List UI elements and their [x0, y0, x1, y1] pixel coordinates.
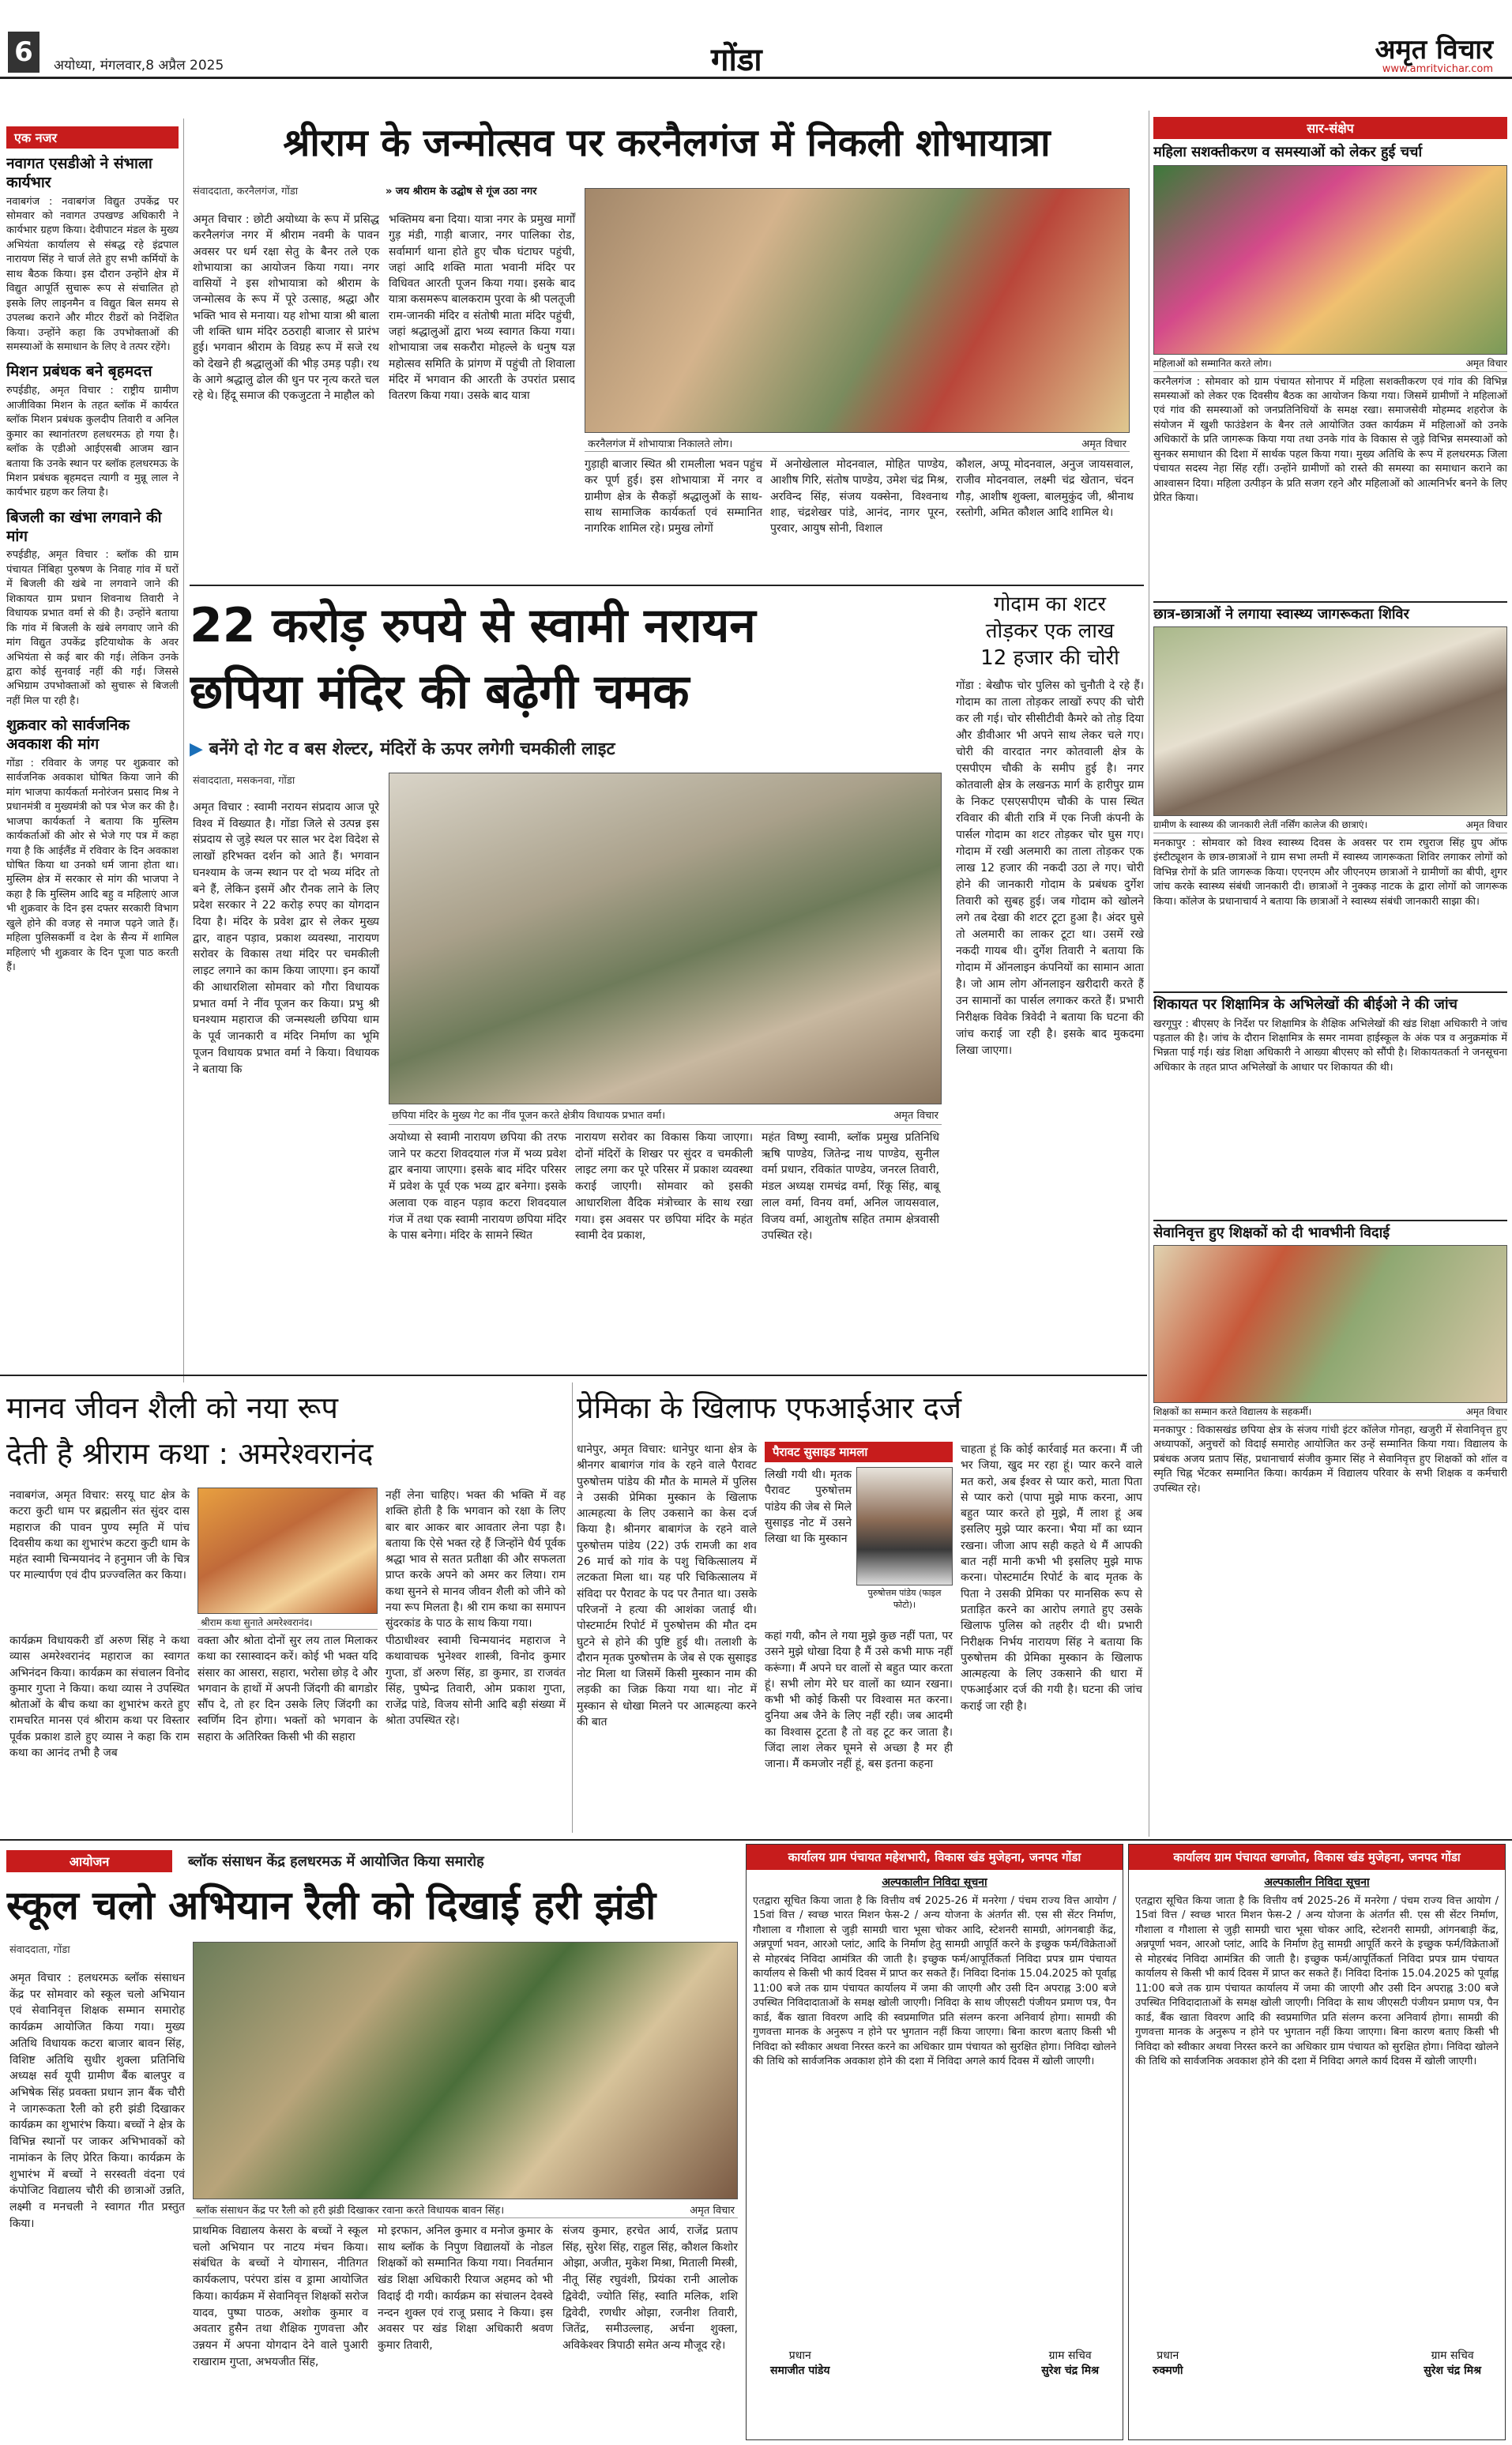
- story4-body-col1: नवाबगंज, अमृत विचार: सरयू घाट क्षेत्र के कटरा कुटी धाम पर ब्रह्मलीन संत सुंदर दास महाराज की पावन पुण्य स्मृति में पांच दिवसीय कथा का शुभारंभ कटरा कुटी धाम के महंत स्वामी चिन्मयानंद ने हनुमान जी के चित्र पर माल्यार्पण एवं दीप प्रज्ज्वलित कर किया।: [9, 1489, 190, 1582]
- brief-body-2: रुपईडीह, अमृत विचार : राष्ट्रीय ग्रामीण आजीविका मिशन के तहत ब्लॉक में कार्यरत ब्लॉक मिशन प्रबंधक कुलदीप तिवारी व अनिल कुमार का स्थानांतरण हलधरमऊ हो गया है। ब्लॉक के एडीओ आईएसबी आजम खान बताया कि उनके स्थान पर ब्लॉक हलधरमऊ के मिशन प्रबंधक बृहमदत्त त्यागी व मुन्नू लाल ने कार्यभार ग्रहण कर लिया है।: [6, 385, 179, 499]
- story2-subhead: ▶ बनेंगे दो गेट व बस शेल्टर, मंदिरों के ऊपर लगेगी चमकीली लाइट: [190, 739, 615, 759]
- story1-pullquote: » जय श्रीराम के उद्घोष से गूंज उठा नगर: [386, 186, 537, 197]
- tender1-sub: अल्पकालीन निविदा सूचना: [882, 1876, 987, 1889]
- story6-body-col2: प्राथमिक विद्यालय केसरा के बच्चों ने स्कूल चलो अभियान पर नाटय मंचन किया। संबंधित के बच्चों ने योगासन, नीतिगत कार्यकलाप, परंपरा डांस व ड्रामा आयोजित किया। कार्यक्रम में सेवानिवृत्त शिक्षकों सरोज यादव, पुष्पा पाठक, अशोक कुमार व अवतार हुसैन तथा शैक्षिक गुणवत्ता और उन्नयन में अपना योगदान देने वाले पुआरी राखाराम गुप्ता, अभयजीत सिंह,: [193, 2225, 368, 2368]
- section-name: गोंडा: [711, 42, 762, 78]
- story5-photo: [856, 1467, 953, 1585]
- right-brief-body-3: खरगूपुर : बीएसए के निर्देश पर शिक्षामित्र के शैक्षिक अभिलेखों की खंड शिक्षा अधिकारी ने जांच पड़ताल की है। जांच के दौरान शिक्षामित्र के समर नामवा हाईस्कूल के अंक पत्र व अनुक्रमांक में भिन्नता पाई गई। खंड शिक्षा अधिकारी ने आख्या बीएसए को सौंपी है। शिकायतकर्ता ने जनसूचना अधिकार के तहत प्राप्त अभिलेखों के आधार पर शिकायत की थी।: [1153, 1017, 1507, 1074]
- brief-body-4: गोंडा : रविवार के जगह पर शुक्रवार को सार्वजनिक अवकाश घोषित किया जाने की मांग भाजपा कार्यकर्ता मनोरंजन प्रसाद मिश्र ने प्रधानमंत्री व मुख्यमंत्री को पत्र भेज कर की है। भाजपा कार्यकर्ता ने बताया कि मुस्लिम कार्यकर्ताओं की ओर से भेजे गए पत्र में कहा गया है कि आईलैंड में रविवार के दिन अवकाश घोषित किया था उनको धर्म जाना होता था। मुस्लिम क्षेत्र में सरकार से मांग की भाजपा ने कहा है कि मुस्लिम आदि बहु व महिलाएं आज भी शुक्रवार के दिन इस दफ्तर सरकारी विभाग खुले होने की वजह से नमाज पढ़ने जाते हैं। महिला पुलिसकर्मी व देश के सैन्य में शामिल महिलाएं भी शुक्रवार के दिन पूजा पाठ करती हैं।: [6, 757, 179, 974]
- story5-body-col1: धानेपुर, अमृत विचार: धानेपुर थाना क्षेत्र के श्रीनगर बाबागंज गांव के रहने वाले पैरावट पुरुषोत्तम पांडेय की मौत के मामले में पुलिस ने उसकी प्रेमिका मुस्कान के खिलाफ आत्महत्या के लिए उकसाने का केस दर्ज किया है। श्रीनगर बाबागंज के रहने वाले पुरुषोत्तम पांडेय (22) उर्फ रामजी का शव 26 मार्च को गांव के पशु चिकित्सालय में लटकता मिला था। यह परि चिकित्सालय में संविदा पर पैरावट के पद पर तैनात था। उसके परिजनों ने हत्या की आशंका जताई थी। पोस्टमार्टम रिपोर्ट में पुरुषोत्तम की मौत दम घुटने से होने की पुष्टि हुई थी। तलाशी के दौरान मृतक पुरुषोत्तम के जेब से एक सुसाइड नोट मिला था जिसमें किसी मुस्कान नाम की लड़की का जिक्र किया गया था। नोट में मुस्कान से धोखा मिलने पर आत्महत्या करने की बात: [577, 1443, 757, 1729]
- story5-tag: पैरावट सुसाइड मामला: [765, 1442, 953, 1462]
- right-brief-body-2: मनकापुर : सोमवार को विश्व स्वास्थ्य दिवस के अवसर पर राम रघुराज सिंह ग्रुप ऑफ इंस्टीट्यूशन के छात्र-छात्राओं ने ग्राम सभा लम्ती में स्वास्थ्य जागरूकता शिविर लगाकर लोगों को विभिन्न रोगों के प्रति जागरूक किया। एएनएम और जीएनएम छात्राओं ने ग्रामीणों का बीपी, शुगर जांच करके स्वास्थ्य संबंधी जानकारी दी। छात्राओं ने नुक्कड़ नाटक के द्वारा लोगों को जागरूक किया। कॉलेज के प्रधानाचार्य ने बताया कि छात्राओं ने स्वास्थ्य संबंधी जानकारी साझा की।: [1153, 837, 1507, 908]
- tender-notice-2: [1128, 1844, 1506, 2440]
- story5-headline: प्रेमिका के खिलाफ एफआईआर दर्ज: [577, 1390, 962, 1425]
- briefs-tag: एक नजर: [6, 126, 179, 149]
- story2-body-col4: महंत विष्णु स्वामी, ब्लॉक प्रमुख प्रतिनिधि ऋषि पाण्डेय, जितेन्द्र नाथ पाण्डेय, सुनील वर्मा प्रधान, रविकांत पाण्डेय, जनरल तिवारी, मंडल अध्यक्ष रामचंद्र वर्मा, रिंकू सिंह, बाबू लाल वर्मा, विनय वर्मा, अनिल जायसवाल, विजय वर्मा, आशुतोष सहित तमाम क्षेत्रवासी उपस्थित रहे।: [762, 1131, 939, 1243]
- right-brief-photo-1: [1153, 165, 1507, 355]
- right-brief-title-4: सेवानिवृत्त हुए शिक्षकों को दी भावभीनी विदाई: [1153, 1220, 1507, 1243]
- story2-body-col1: अमृत विचार : स्वामी नरायन संप्रदाय आज पूरे विश्व में विख्यात है। गोंडा जिले से उत्पन्न इस संप्रदाय से जुड़े स्थल पर साल भर देश विदेश से लाखों हरिभक्त दर्शन को आते हैं। भगवान घनश्याम के जन्म स्थान पर दो भव्य मंदिर तो बने हैं, लेकिन इसमें और रौनक लाने के लिए प्रदेश सरकार ने 22 करोड़ रुपए का योगदान दिया है। मंदिर के प्रवेश द्वार से लेकर मुख्य द्वार, वाहन पड़ाव, प्रकाश व्यवस्था, नारायण सरोवर के विकास तथा मंदिर पर चमकीली लाइट लगाने का काम किया जाएगा। इन कार्यों की आधारशिला सोमवार को गौरा विधायक प्रभात वर्मा ने नींव पूजन कर किया। प्रभु श्री घनश्याम महाराज की जन्मस्थली छपिया धाम के पूर्व जानकारी व मंदिर निर्माण का भूमि पूजन विधायक प्रभात वर्मा ने किया। विधायक ने बताया कि: [193, 801, 379, 1076]
- story6-kicker: ब्लॉक संसाधन केंद्र हलधरमऊ में आयोजित किया समारोह: [188, 1853, 484, 1870]
- story1-caption-credit: अमृत विचार: [1081, 438, 1126, 450]
- story4-body-col1b: कार्यक्रम विधायकरी डॉ अरुण सिंह ने कथा व्यास अमरेश्वरानंद महाराज का स्वागत अभिनंदन किया। कार्यक्रम का संचालन विनोद कुमार गुप्ता ने किया। कथा व्यास ने उपस्थित श्रोताओं के बीच कथा का शुभारंभ करते हुए रामचरित मानस एवं श्रीराम कथा पर विस्तार पूर्वक प्रकाश डाले हुए व्यास ने कहा कि राम कथा का आनंद तभी है जब: [9, 1634, 190, 1760]
- right-brief-caption-4: शिक्षकों का सम्मान करते विद्यालय के सहकर्मी। अमृत विचार: [1153, 1403, 1507, 1420]
- story-swaminarayan: [190, 592, 948, 1351]
- tender2-signatures: प्रधान रुक्मणी ग्राम सचिव सुरेश चंद्र मिश्र: [1153, 2349, 1481, 2377]
- story6-body-col4: संजय कुमार, हरचेत आर्य, राजेंद्र प्रताप सिंह, सुरेश सिंह, राहुल सिंह, कौशल किशोर ओझा, अजीत, मुकेश मिश्रा, मिताली मिस्त्री, नीतू सिंह रघुवंशी, प्रियंका रानी आलोक द्विवेदी, ज्योति सिंह, स्वाति मलिक, शशि द्विवेदी, रणधीर ओझा, रजनीश तिवारी, जितेंद्र, समीउल्लाह, अर्चना शुक्ला, अविकेश्वर त्रिपाठी समेत अन्य मौजूद रहे।: [562, 2225, 738, 2353]
- tender2-sub: अल्पकालीन निविदा सूचना: [1264, 1876, 1370, 1889]
- right-brief-caption-2: ग्रामीण के स्वास्थ्य की जानकारी लेतीं नर्सिंग कालेज की छात्राएं। अमृत विचार: [1153, 816, 1507, 833]
- story6-photo: [193, 1942, 738, 2199]
- story2-body-col3: नारायण सरोवर का विकास किया जाएगा। दोनों मंदिरों के शिखर पर सुंदर व चमकीली लाइट लगा कर पूरे परिसर में प्रकाश व्यवस्था कराई जाएगी। सोमवार को इसकी आधारशिला वैदिक मंत्रोच्चार के साथ रखा गया। इस अवसर पर छपिया मंदिर के महंत स्वामी देव प्रकाश,: [575, 1131, 753, 1243]
- brief-body-1: नवाबगंज : नवाबगंज विद्युत उपकेंद्र पर सोमवार को नवागत उपखण्ड अधिकारी ने कार्यभार ग्रहण किया। देवीपाटन मंडल के मुख्य अभियंता कार्यालय से संबद्ध रहे इंद्रपाल नारायण सिंह ने चार्ज लेते हुए सभी कर्मियों के साथ बैठक किया। इस दौरान उन्होंने क्षेत्र में विद्युत आपूर्ति सुचारू रूप से संचालित हो इसके लिए लाइनमैन व विद्युत बिल समय से उपलब्ध कराने और मीटर रीडरों को निर्देशित किया। उन्होंने कहा कि उपभोक्ताओं की समस्याओं के समाधान के लिए वे तत्पर रहेंगे।: [6, 195, 179, 354]
- story1-photo: [585, 188, 1130, 433]
- page-number: 6: [8, 32, 39, 73]
- story1-body-col4: में अनोखेलाल मोदनवाल, मोहित पाण्डेय, आशीष गिरि, संतोष पाण्डेय, उमेश चंद्र मिश्र, अरविन्द सिंह, संजय यक्सेना, विश्वनाथ शाह, चंद्रशेखर पांडे, आनंद, नागर पूरन, पुरवार, आयुष सोनी, विशाल: [770, 458, 948, 536]
- right-brief-caption-1: महिलाओं को सम्मानित करते लोग। अमृत विचार: [1153, 355, 1507, 372]
- story3-headline-1: गोदाम का शटर: [993, 592, 1107, 616]
- story1-headline: श्रीराम के जन्मोत्सव पर करनैलगंज में निकली शोभायात्रा: [283, 121, 1051, 165]
- story4-headline-1: मानव जीवन शैली को नया रूप: [6, 1390, 338, 1425]
- story4-headline-2: देती है श्रीराम कथा : अमरेश्वरानंद: [6, 1436, 374, 1471]
- right-brief-photo-2: [1153, 626, 1507, 816]
- story-ram-katha: [6, 1379, 569, 1837]
- chevron-right-icon: ▶: [190, 739, 209, 759]
- right-brief-body-1: करनैलगंज : सोमवार को ग्राम पंचायत सोनापर में महिला सशक्तीकरण एवं गांव की विभिन्न समस्याओं को लेकर एक दिवसीय बैठक का आयोजन किया गया। जिसमें ग्रामीणों ने महिलाओं एवं गांव की समस्याओं को जनप्रतिनिधियों के समक्ष रखा। समाजसेवी मोहम्मद शहरोज के संयोजन में खुशी फाउंडेशन के बैनर तले आयोजित उक्त कार्यक्रम में महिलाओं को उनके अधिकारों के प्रति जागरूक किया गया तथा उनके गांव के विकास से जुड़े विभिन्न समस्याओं को सुनकर समाधान की दिशा में सार्थक पहल किया गया। मुख्य अतिथि के रूप में हलधरमऊ जिला पंचायत सदस्य नेहा सिंह रहीं। उन्होंने ग्रामीणों को रास्ते की समस्या का समाधान कराने का आश्वासन दिया। महिला उत्पीड़न के प्रति सजग रहने और महिलाओं को आत्मनिर्भर बनने के लिए प्रेरित किया।: [1153, 375, 1507, 505]
- story5-body-col3: चाहता हूं कि कोई कार्रवाई मत करना। मैं जी भर जिया, खुद मर रहा हूं। प्यार करने वाले मत करो, अब ईश्वर से प्यार करो, माता पिता से प्यार करो (पापा मुझे माफ करना, आप बहुत प्यार करते हो मुझे, मैं लाश हूं अब इसलिए मुझे प्यार करना। भैया माँ का ध्यान रखना। जीजा आप सही कहते थे मैं आपकी बात नहीं मानी कभी भी इसलिए मुझे माफ करना। पोस्टमार्टम रिपोर्ट के बाद मृतक के पिता ने उसकी प्रेमिका पर मानसिक रूप से प्रताड़ित करने का आरोप लगाते हुए उसके खिलाफ पुलिस को तहरीर दी थी। प्रभारी निरीक्षक निर्भय नारायण सिंह ने बताया कि पुरुषोत्तम की प्रेमिका मुस्कान के खिलाफ आत्महत्या के लिए उकसाने की धारा में एफआईआर दर्ज की गयी है। घटना की जांच कराई जा रही है।: [961, 1443, 1142, 1713]
- story6-headline: स्कूल चलो अभियान रैली को दिखाई हरी झंडी: [6, 1883, 656, 1928]
- right-briefs-column: [1153, 117, 1507, 1835]
- story-school-rally: [6, 1844, 741, 2440]
- story1-body-col5: कौशल, अप्पू मोदनवाल, अनुज जायसवाल, राजीव मोदनवाल, लक्ष्मी चंद्र खेतान, चंदन गौड़, आशीष शुक्ला, बालमुकुंद जी, श्रीनाथ रस्तोगी, अमित कौशल आदि शामिल थे।: [956, 458, 1134, 519]
- right-brief-title-2: छात्र-छात्राओं ने लगाया स्वास्थ्य जागरूकता शिविर: [1153, 601, 1507, 624]
- story2-headline-line1: 22 करोड़ रुपये से स्वामी नरायन: [190, 598, 756, 653]
- story6-dateline: संवाददाता, गोंडा: [9, 1944, 70, 1956]
- story6-body-col1: अमृत विचार : हलधरमऊ ब्लॉक संसाधन केंद्र पर सोमवार को स्कूल चलो अभियान एवं सेवानिवृत्त शिक्षक सम्मान समारोह कार्यक्रम आयोजित किया गया। मुख्य अतिथि विधायक कटरा बाजार बावन सिंह, विशिष्ट अतिथि सुधीर शुक्ला प्रतिनिधि अध्यक्ष सर्व यूपी ग्रामीण बैंक बालपुर व अभिषेक सिंह प्रवक्ता प्रधान ज्ञान बैंक चौरी ने जागरूकता रैली को हरी झंडी दिखाकर कार्यक्रम का शुभारंभ किया। बच्चों ने क्षेत्र के विभिन्न स्थानों पर जाकर अभिभावकों को नामांकन के लिए प्रेरित किया। कार्यक्रम के शुभारंभ में बच्चों ने सरस्वती वंदना एवं कंपोजिट विद्यालय चौरी की छात्राओं उन्नति, लक्ष्मी व मनचली ने स्वागत गीत प्रस्तुत किया।: [9, 1972, 185, 2230]
- story5-photo-caption: पुरुषोत्तम पांडेय (फाइल फोटो)।: [867, 1588, 942, 1610]
- story5-body-col2a: लिखी गयी थी। मृतक पैरावट पुरुषोत्तम पांडेय की जेब से मिले सुसाइड नोट में उसने लिखा था कि मुस्कान: [765, 1469, 852, 1546]
- right-brief-body-4: मनकापुर : विकासखंड छपिया क्षेत्र के संजय गांधी इंटर कॉलेज गोनहा, खजुरी में सेवानिवृत्त हुए अध्यापकों, अनुचरों को विदाई समारोह आयोजित कर उन्हें सम्मानित किया गया। विद्यालय के प्रबंधक अजय प्रताप सिंह, प्रधानाचार्य संजीव कुमार सिंह ने सेवानिवृत्त हुए शिक्षकों को शॉल व स्मृति चिह्न भेंटकर सम्मानित किया। कार्यक्रम में विद्यालय परिवार के सभी शिक्षक व कर्मचारी उपस्थित रहे।: [1153, 1424, 1507, 1495]
- tender2-body: एतद्वारा सूचित किया जाता है कि वित्तीय वर्ष 2025-26 में मनरेगा / पंचम राज्य वित्त आयोग / 15वां वित्त / स्वच्छ भारत मिशन फेस-2 / अन्य योजना के अंतर्गत सी. एस सी सेंटर निर्माण, गौशाला व गौशाला से जुड़ी सामग्री चारा भूसा चोकर आदि, स्टेशनरी सामग्री, आंगनबाड़ी केंद्र, अन्नपूर्णा भवन, आरओ प्लांट, आदि के निर्माण हेतु सामग्री आपूर्ति करने के इच्छुक फर्म/विक्रेताओं से मोहरबंद निविदा आमंत्रित की जाती है। इच्छुक फर्म/आपूर्तिकर्ता निविदा प्रपत्र ग्राम पंचायत कार्यालय से किसी भी कार्य दिवस में प्राप्त कर सकते हैं। निविदा दिनांक 15.04.2025 को पूर्वाह्न 11:00 बजे तक ग्राम पंचायत कार्यालय में जमा की जाएगी और उसी दिन अपराह्न 3:00 बजे उपस्थित निविदादाताओं के समक्ष खोली जाएगी। निविदा के साथ जीएसटी पंजीयन प्रमाण पत्र, पैन कार्ड, बैंक खाता विवरण आदि की स्वप्रमाणित प्रति संलग्न करना अनिवार्य होगा। सामग्री की गुणवत्ता मानक के अनुरूप न होने पर भुगतान नहीं किया जाएगा। बिना कारण बताए किसी भी निविदा को स्वीकार अथवा निरस्त करने का अधिकार ग्राम पंचायत को सुरक्षित होगा। निविदा खोलने की तिथि को सार्वजनिक अवकाश होने की दशा में निविदा अगले कार्य दिवस में खोली जाएगी।: [1135, 1895, 1499, 2067]
- story2-headline-line2: छपिया मंदिर की बढ़ेगी चमक: [190, 664, 690, 720]
- story-fir: [577, 1379, 1145, 1837]
- story2-photo-caption: [389, 1106, 942, 1125]
- brief-title-2: मिशन प्रबंधक बने बृहमदत्त: [6, 363, 152, 381]
- story2-photo: [389, 773, 942, 1104]
- story4-body-col3b: पीठाधीश्वर स्वामी चिन्मयानंद महाराज ने कथावाचक भुनेश्वर शास्त्री, विनोद कुमार गुप्ता, डॉ अरुण सिंह, डा कुमार, डा राजवंत सिंह, पुष्पेन्द्र तिवारी, ओम प्रकाश गुप्ता, राजेंद्र पांडे, विजय सोनी आदि बड़ी संख्या में श्रोता उपस्थित रहे।: [386, 1634, 566, 1728]
- tender2-header: कार्यालय ग्राम पंचायत खगजोत, विकास खंड मुजेहना, जनपद गोंडा: [1129, 1845, 1505, 1870]
- story2-body-col2: अयोध्या से स्वामी नारायण छपिया की तरफ जाने पर कटरा शिवदयाल गंज में भव्य प्रवेश द्वार बनाया जाएगा। इसके बाद मंदिर परिसर में प्रवेश के पूर्व एक भव्य द्वार बनेगा। इसके अलावा एक वाहन पड़ाव कटरा शिवदयाल गंज में तथा एक स्वामी नारायण छपिया मंदिर के पास बनेगा। मंदिर के सामने स्थित: [389, 1131, 566, 1243]
- story3-headline-3: 12 हजार की चोरी: [980, 646, 1119, 670]
- story2-caption-credit: अमृत विचार: [893, 1110, 938, 1122]
- story6-photo-caption: ब्लॉक संसाधन केंद्र पर रैली को हरी झंडी दिखाकर रवाना करते विधायक बावन सिंह। अमृत विचार: [193, 2201, 738, 2218]
- left-briefs-column: [6, 126, 179, 1375]
- story-ramnavami: [190, 111, 1144, 585]
- story1-body-col3: गुड़ाही बाजार स्थित श्री रामलीला भवन पहुंच कर पूर्ण हुई। इस शोभायात्रा में नगर व ग्रामीण क्षेत्र के सैकड़ों श्रद्धालुओं के साथ-साथ सामाजिक कार्यकर्ता एवं सम्मानित नागरिक शामिल रहे। प्रमुख लोगों: [585, 458, 762, 536]
- brief-body-3: रुपईडीह, अमृत विचार : ब्लॉक की ग्राम पंचायत निंबिहा पुरुषण के निवाह गांव में घरों में बिजली की खंबे ना लगवाने जाने की शिकायत ग्राम प्रधान शिवनाथ तिवारी ने विधायक प्रभात वर्मा से की है। उन्होंने बताया कि गांव में बिजली के खंबे लगवाए जाने की मांग विद्युत उपकेंद्र इटियाथोक के अवर अभियंता से कई बार की गई। लेकिन उनके द्वारा कोई सुनवाई नहीं की गई। जिससे अभिग्राम उपभोक्ताओं को सुचारू से बिजली नहीं मिल पा रही है।: [6, 549, 179, 707]
- story1-photo-caption: [585, 434, 1130, 452]
- story4-body-col3: नहीं लेना चाहिए। भक्त की भक्ति में वह शक्ति होती है कि भगवान को रक्षा के लिए बार बार आकर बार आवतार लेना पड़ा है। बताया कि ऐसे भक्त रहे हैं जिन्होंने धैर्य पूर्वक श्रद्धा भाव से सतत प्रतीक्षा की और सफलता प्राप्त करके अपने को अमर कर लिया। राम कथा सुनने से मानव जीवन शैली को जीने को नया रूप मिलता है। श्री राम कथा का समापन सुंदरकांड के पाठ के साथ किया गया।: [386, 1489, 566, 1631]
- right-brief-photo-4: [1153, 1245, 1507, 1403]
- right-brief-title-1: महिला सशक्तीकरण व समस्याओं को लेकर हुई चर्चा: [1153, 144, 1423, 160]
- tender1-body: एतद्वारा सूचित किया जाता है कि वित्तीय वर्ष 2025-26 में मनरेगा / पंचम राज्य वित्त आयोग / 15वां वित्त / स्वच्छ भारत मिशन फेस-2 / अन्य योजना के अंतर्गत सी. एस सी सेंटर निर्माण, गौशाला व गौशाला से जुड़ी सामग्री चारा भूसा चोकर आदि, स्टेशनरी सामग्री, आंगनबाड़ी केंद्र, अन्नपूर्णा भवन, आरओ प्लांट, आदि के निर्माण हेतु सामग्री आपूर्ति करने के इच्छुक फर्म/विक्रेताओं से मोहरबंद निविदा आमंत्रित की जाती है। इच्छुक फर्म/आपूर्तिकर्ता निविदा प्रपत्र ग्राम पंचायत कार्यालय से किसी भी कार्य दिवस में प्राप्त कर सकते हैं। निविदा दिनांक 15.04.2025 को पूर्वाह्न 11:00 बजे तक ग्राम पंचायत कार्यालय में जमा की जाएगी और उसी दिन अपराह्न 3:00 बजे उपस्थित निविदादाताओं के समक्ष खोली जाएगी। निविदा के साथ जीएसटी पंजीयन प्रमाण पत्र, पैन कार्ड, बैंक खाता विवरण आदि की स्वप्रमाणित प्रति संलग्न करना अनिवार्य होगा। सामग्री की गुणवत्ता मानक के अनुरूप न होने पर भुगतान नहीं किया जाएगा। बिना कारण बताए किसी भी निविदा को स्वीकार अथवा निरस्त करने का अधिकार ग्राम पंचायत को सुरक्षित होगा। निविदा खोलने की तिथि को सार्वजनिक अवकाश होने की दशा में निविदा अगले कार्य दिवस में खोली जाएगी।: [753, 1895, 1116, 2067]
- brand-logo: अमृत विचार: [1375, 34, 1493, 66]
- story2-dateline: संवाददाता, मसकनवा, गोंडा: [193, 775, 295, 787]
- story3-body: गोंडा : बेखौफ चोर पुलिस को चुनौती दे रहे हैं। गोदाम का ताला तोड़कर लाखों रुपए की चोरी कर ली गई। चोर सीसीटीवी कैमरे को तोड़ दिया और डीवीआर भी अपने साथ लेकर चले गए। चोरी की वारदात नगर कोतवाली क्षेत्र के एसपीएम चौकी के समीप हुई है। नगर कोतवाली क्षेत्र के लखनऊ मार्ग के हारीपुर ग्राम के निकट एसएसपीएम चौकी के पास स्थित रविवार की बीती रात्रि में एक निजी कंपनी के पार्सल गोदाम का शटर तोड़कर चोर घुस गए। गोदाम में रखी अलमारी का ताला तोड़कर एक लाख 12 हजार की नकदी उठा ले गए। चोरी होने की जानकारी गोदाम के प्रबंधक दुर्गेश तिवारी को सुबह हुई। जब गोदाम को खोलने लगे तब देखा की शटर टूटा हुआ है। अंदर घुसे तो अलमारी का लाकर टूटा था। उसमें रखे नकदी गायब थी। दुर्गेश तिवारी ने बताया कि गोदाम में ऑनलाइन कंपनियों का सामान आता है। जो आम लोग ऑनलाइन खरीदारी करते हैं उन सामानों का पार्सल लगाकर करते हैं। प्रभारी निरीक्षक विवेक त्रिवेदी ने बताया कि घटना की जांच कराई जा रही है। इसके बाद मुकदमा लिखा जाएगा।: [956, 679, 1144, 1057]
- story1-dateline: संवाददाता, करनैलगंज, गोंडा: [193, 186, 299, 197]
- story2-caption-text: छपिया मंदिर के मुख्य गेट का नींव पूजन करते क्षेत्रीय विधायक प्रभात वर्मा।: [392, 1110, 666, 1122]
- story6-tag: आयोजन: [6, 1850, 172, 1872]
- brand-url: www.amritvichar.com: [1382, 63, 1493, 75]
- tender-notice-1: [746, 1844, 1123, 2440]
- story4-body-col2b: वक्ता और श्रोता दोनों सुर लय ताल मिलाकर कथा का रसास्वादन करें। कोई भी भक्त यदि संसार का आसरा, सहारा, भरोसा छोड़ दे और भगवान के हाथों में अपनी जिंदगी की बागडोर सौंप दे, तो हर दिन उसके लिए जिंदगी का स्वर्णिम दिन होगा। भक्तों को भगवान के सहारा के अतिरिक्त किसी भी की सहारा: [197, 1634, 378, 1743]
- story3-headline-2: तोड़कर एक लाख: [985, 619, 1115, 643]
- brief-title-4: शुक्रवार को सार्वजनिक अवकाश की मांग: [6, 717, 130, 754]
- tender1-signatures: प्रधान समाजीत पांडेय ग्राम सचिव सुरेश चंद्र मिश्र: [770, 2349, 1099, 2377]
- tender1-header: कार्यालय ग्राम पंचायत महेशभारी, विकास खंड मुजेहना, जनपद गोंडा: [747, 1845, 1123, 1870]
- brief-title-3: बिजली का खंभा लगवाने की मांग: [6, 508, 162, 545]
- story1-body-col2: भक्तिमय बना दिया। यात्रा नगर के प्रमुख मार्गों गुड़ मंडी, गाड़ी बाजार, नगर पालिका रोड, सर्वामार्ग थाना होते हुए चौक घंटाघर पहुंची, जहां आदि शक्ति माता भवानी मंदिर पर विधिवत आरती पूजन किया गया। इसके बाद यात्रा कसमरूप बालकराम पुरवा के श्री पलतूजी राम-जानकी मंदिर व संतोषी माता मंदिर पहुंची, जहां श्रद्धालुओं द्वारा भव्य स्वागत किया गया। शोभायात्रा जब सकरौरा मोहल्ले के धनुष यज्ञ महोत्सव समिति के प्रांगण में पहुंची तो शिवाला मंदिर में भगवान की आरती के उपरांत प्रसाद वितरण किया गया। उसके बाद यात्रा: [389, 213, 575, 403]
- story6-body-col3: मो इरफान, अनिल कुमार व मनोज कुमार के साथ ब्लॉक के निपुण विद्यालयों के नोडल शिक्षकों को सम्मानित किया गया। निवर्तमान खंड शिक्षा अधिकारी रियाज अहमद को भी विदाई दी गयी। कार्यक्रम का संचालन देवस्वे नन्दन शुक्ल एवं राजू प्रसाद ने किया। इस अवसर पर खंड शिक्षा अधिकारी श्रवण कुमार तिवारी,: [378, 2225, 553, 2353]
- issue-date: अयोध्या, मंगलवार,8 अप्रैल 2025: [54, 58, 224, 73]
- story4-photo: [197, 1488, 378, 1614]
- story5-body-col2b: कहां गयी, कौन ले गया मुझे कुछ नहीं पता, पर उसने मुझे धोखा दिया है मैं उसे कभी माफ नहीं करूंगा। मैं अपने घर वालों से बहुत प्यार करता हूं। सभी लोग मेरे घर वालों का ध्यान रखना। कभी भी कोई किसी पर विश्वास मत करना। दुनिया अब जैने के लिए नहीं रही। जब आदमी का विश्वास टूटता है तो वह टूट कर जाता है। जिंदा लाश लेकर घूमने से अच्छा है मर ही जाना। मैं कमजोर नहीं हूं, बस इतना कहना: [765, 1630, 953, 1771]
- story-godown-theft: [956, 591, 1144, 1349]
- right-brief-title-3: शिकायत पर शिक्षामित्र के अभिलेखों की बीईओ ने की जांच: [1153, 991, 1507, 1014]
- brief-title-1: नवागत एसडीओ ने संभाला कार्यभार: [6, 155, 152, 191]
- story1-body-col1: अमृत विचार : छोटी अयोध्या के रूप में प्रसिद्ध करनैलगंज नगर में श्रीराम नवमी के पावन अवसर पर धर्म रक्षा सेतु के बैनर तले एक शोभायात्रा का आयोजन किया गया। नगर वासियों ने इस शोभायात्रा को श्रीराम के जन्मोत्सव के रूप में पूरे उत्साह, श्रद्धा और भक्ति भाव से मनाया। यह शोभा यात्रा श्री बाला जी शक्ति धाम मंदिर ठठराही बाजार से प्रारंभ हुई। भगवान श्रीराम के विग्रह रूप में सजे रथ को देखने ही श्रद्धालुओं की भीड़ उमड़ पड़ी। रथ के आगे श्रद्धालु ढोल की धुन पर नृत्य करते चल रहे थे। हिंदू समाज की एकजुटता ने माहौल को: [193, 213, 379, 403]
- right-briefs-tag: सार-संक्षेप: [1153, 117, 1507, 139]
- masthead: [0, 0, 1512, 79]
- story1-caption-text: करनैलगंज में शोभायात्रा निकालते लोग।: [588, 438, 733, 450]
- story4-photo-caption: श्रीराम कथा सुनाते अमरेश्वरानंद।: [197, 1614, 378, 1630]
